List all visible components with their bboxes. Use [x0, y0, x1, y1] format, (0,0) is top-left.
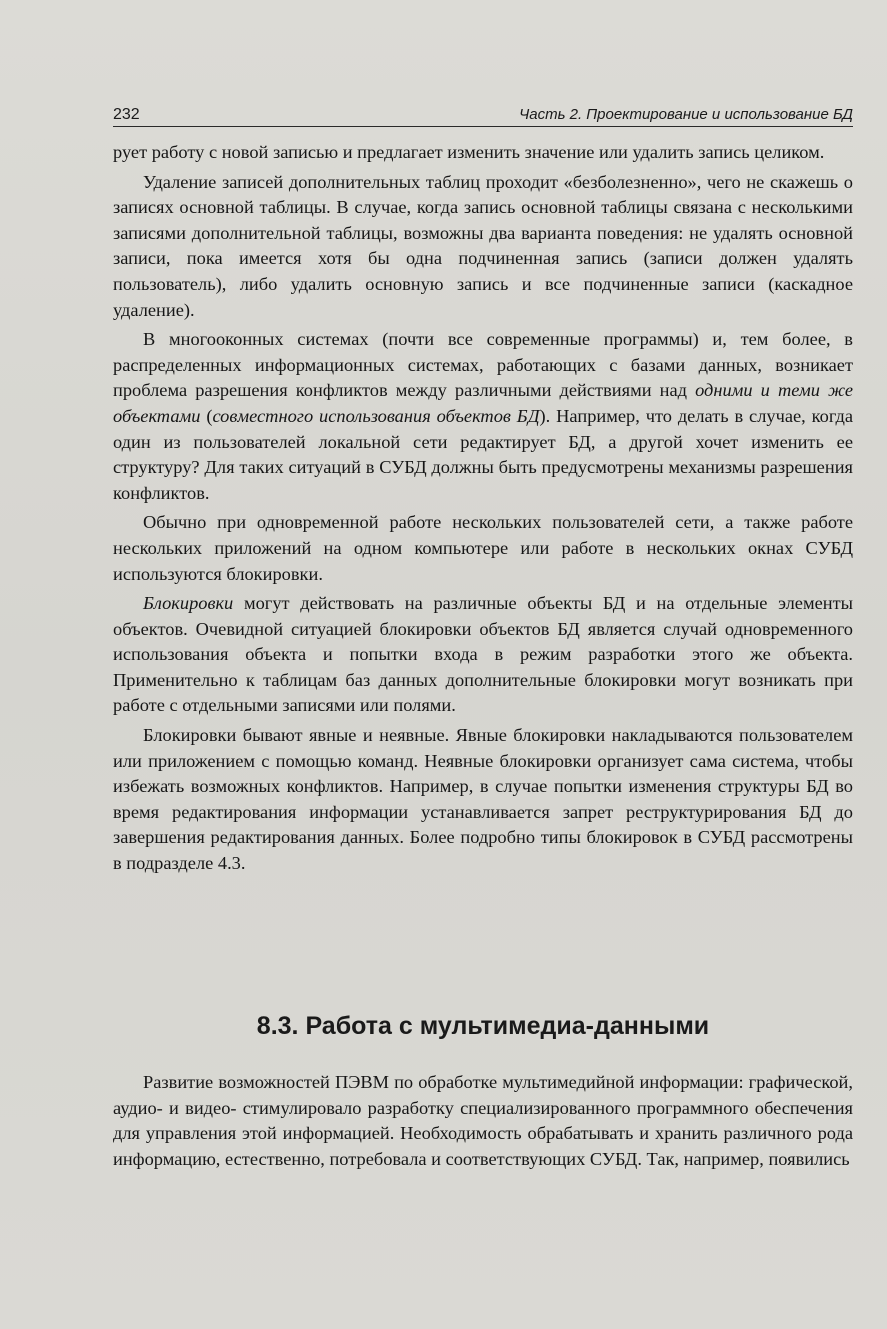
paragraph-deletion: Удаление записей дополнительных таблиц проходит «безболезненно», чего не скажешь о записях основной таблицы. В случае, когда запись основной таблицы связана с несколькими записями дополнительной таблицы, возможны два варианта поведения: не удалять основной записи, пока имеется хотя бы одна подчиненная запись (записи должен удалять пользователь), либо удалить основную запись и все подчиненные записи (каскадное удаление).: [113, 171, 853, 320]
page-number: 232: [113, 106, 140, 123]
section-title: 8.3. Работа с мультимедиа-данными: [256, 1012, 710, 1040]
paragraph-multiwindow: [113, 327, 853, 506]
body-text: [113, 140, 853, 877]
paragraph-multiwindow-part-e: ). Например, что делать в случае, когда один из пользователей локальной сети редактирует БД, а другой хочет изменить ее структуру? Для таких ситуаций в СУБД должны быть предусмотрены механизмы разрешения конфликтов.: [113, 405, 853, 503]
section-body: [113, 1070, 853, 1172]
paragraph-locks-rest: могут действовать на различные объекты БД и на отдельные элементы объектов. Очевидной ситуацией блокировки объектов БД является случай одновременного использования объекта и попытки входа в режим разработки этого же объекта. Применительно к таблицам баз данных дополнительные блокировки могут возникать при работе с отдельными записями или полями.: [113, 593, 853, 716]
emphasis-locks: Блокировки: [143, 593, 234, 614]
paragraph-multimedia: Развитие возможностей ПЭВМ по обработке мультимедийной информации: графической, аудио- и видео- стимулировало разработку специализированного программного обеспечения для управления этой информацией. Необходимость обрабатывать и хранить различного рода информацию, естественно, потребовала и соответствующих СУБД. Так, например, появились: [113, 1072, 853, 1169]
paragraph-multiwindow-part-a: В многооконных системах (почти все современные программы) и, тем более, в распределенных информационных системах, работающих с базами данных, возникает проблема разрешения конфликтов между различными действиями над: [113, 329, 853, 401]
paragraph-lock-types: Блокировки бывают явные и неявные. Явные блокировки накладываются пользователем или приложением с помощью команд. Неявные блокировки организует сама система, чтобы избежать возможных конфликтов. Например, в случае попытки изменения структуры БД во время редактирования информации устанавливается запрет реструктурирования БД до завершения редактирования данных. Более подробно типы блокировок в СУБД рассмотрены в подразделе 4.3.: [113, 725, 853, 874]
running-head: Часть 2. Проектирование и использование БД: [519, 106, 853, 123]
emphasis-shared-use: совместного использования объектов БД: [212, 405, 540, 426]
paragraph-continuation: рует работу с новой записью и предлагает изменить значение или удалить запись целиком.: [113, 142, 825, 162]
page-header: [113, 104, 853, 127]
paragraph-multiwindow-part-c: (: [200, 405, 213, 426]
emphasis-same-objects: одними и теми же объектами: [113, 380, 853, 426]
paragraph-locks-intro: Обычно при одновременной работе нескольких пользователей сети, а также работе нескольких приложений на одном компьютере или работе в нескольких окнах СУБД используются блокировки.: [113, 512, 853, 584]
paragraph-locks: [113, 591, 853, 719]
